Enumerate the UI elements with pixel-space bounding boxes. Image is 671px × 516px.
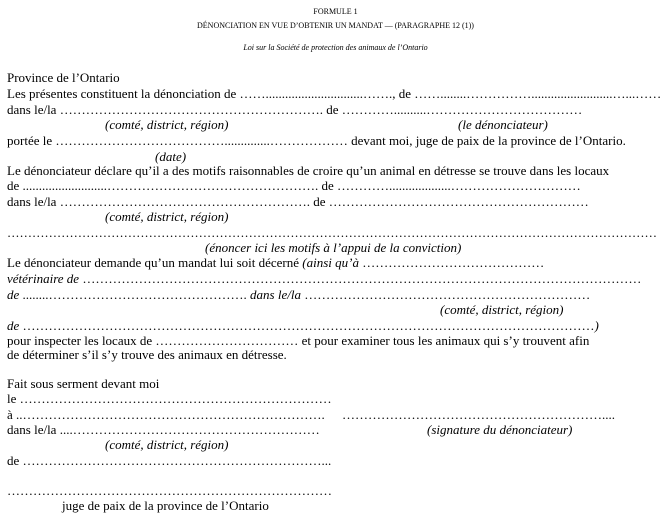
form-title: DÉNONCIATION EN VUE D’OBTENIR UN MANDAT — (PARAGRAPHE 12 (1)): [197, 21, 474, 30]
grounds-line: …………………………………………………………………………………………………………………………………………: [7, 226, 657, 240]
county-caption: (comté, district, région): [105, 117, 229, 132]
grounds-statement: Le dénonciateur déclare qu’il a des motifs raisonnables de croire qu’un animal en détresse se trouve dans les locaux: [7, 163, 610, 178]
veterinarian-line: [7, 272, 641, 286]
inspection-line-end: de déterminer s’il s’y trouve des animaux en détresse.: [7, 347, 287, 362]
county-dots: …………………………………………………………: [304, 287, 591, 302]
date-caption: (date): [155, 149, 187, 164]
county-caption: (comté, district, région): [440, 302, 564, 317]
signature-line: ……………………………………………………....: [342, 407, 615, 422]
county-caption: (comté, district, région): [105, 209, 229, 224]
grounds-caption: (énoncer ici les motifs à l’appui de la conviction): [205, 240, 462, 255]
inspection-line: pour inspecter les locaux de …………………………… et pour examiner tous les animaux qui s’y trouvent afin: [7, 333, 590, 348]
justice-caption: juge de paix de la province de l’Ontario: [62, 498, 269, 513]
residence-dots: ........……………………………………….: [22, 287, 247, 302]
sworn-label: Fait sous serment devant moi: [7, 376, 160, 391]
justice-signature-line: …………………………………………………………………: [7, 483, 332, 498]
county-caption: (comté, district, région): [105, 437, 229, 452]
statute-title: Loi sur la Société de protection des animaux de l’Ontario: [243, 43, 428, 52]
premises-line: de ..........................…………………………………………. de …………...................…………………………: [7, 178, 581, 193]
warrant-request-line: [7, 256, 544, 270]
signature-caption: (signature du dénonciateur): [427, 422, 573, 437]
form-number: FORMULE 1: [313, 7, 358, 16]
date-line: portée le …………………………………..............……………… devant moi, juge de paix de la province de l’Ontario.: [7, 133, 626, 148]
veterinarian-name-dots: …………………………………………………………………………………………………………………: [82, 271, 642, 286]
province-label: Province de l’Ontario: [7, 70, 120, 85]
oath-region-line: de ……………………………………………………………...: [7, 453, 332, 468]
de-label: de: [7, 287, 20, 302]
region-dots: ……………………………………………………………………………………………………………………: [22, 318, 595, 333]
veterinarian-residence-line: [7, 288, 590, 302]
oath-date-line: le ………………………………………………………………: [7, 391, 332, 406]
veterinarian-region-line: [7, 319, 599, 333]
close-paren: ): [594, 318, 599, 333]
veterinarian-dots: ……………………………………: [362, 255, 545, 270]
oath-place-line: à ..…………………………………………………………….: [7, 407, 325, 422]
veterinarian-label: vétérinaire de: [7, 271, 80, 286]
residence-line: dans le/la ……………………………………………………. de …………..........………………………………: [7, 102, 583, 117]
de-label: de: [7, 318, 20, 333]
warrant-request-text: Le dénonciateur demande qu’un mandat lui soit décerné: [7, 255, 300, 270]
dans-label: dans le/la: [250, 287, 301, 302]
oath-county-line: dans le/la ....…………………………………………………: [7, 422, 320, 437]
informant-line: Les présentes constituent la dénonciation de ……..............................……., de ……........…………….........................…...……: [7, 86, 662, 101]
premises-residence-line: dans le/la …………………………………………………. de ……………………………………………………: [7, 194, 589, 209]
veterinarian-open: (ainsi qu’à: [302, 255, 359, 270]
informant-caption: (le dénonciateur): [458, 117, 548, 132]
